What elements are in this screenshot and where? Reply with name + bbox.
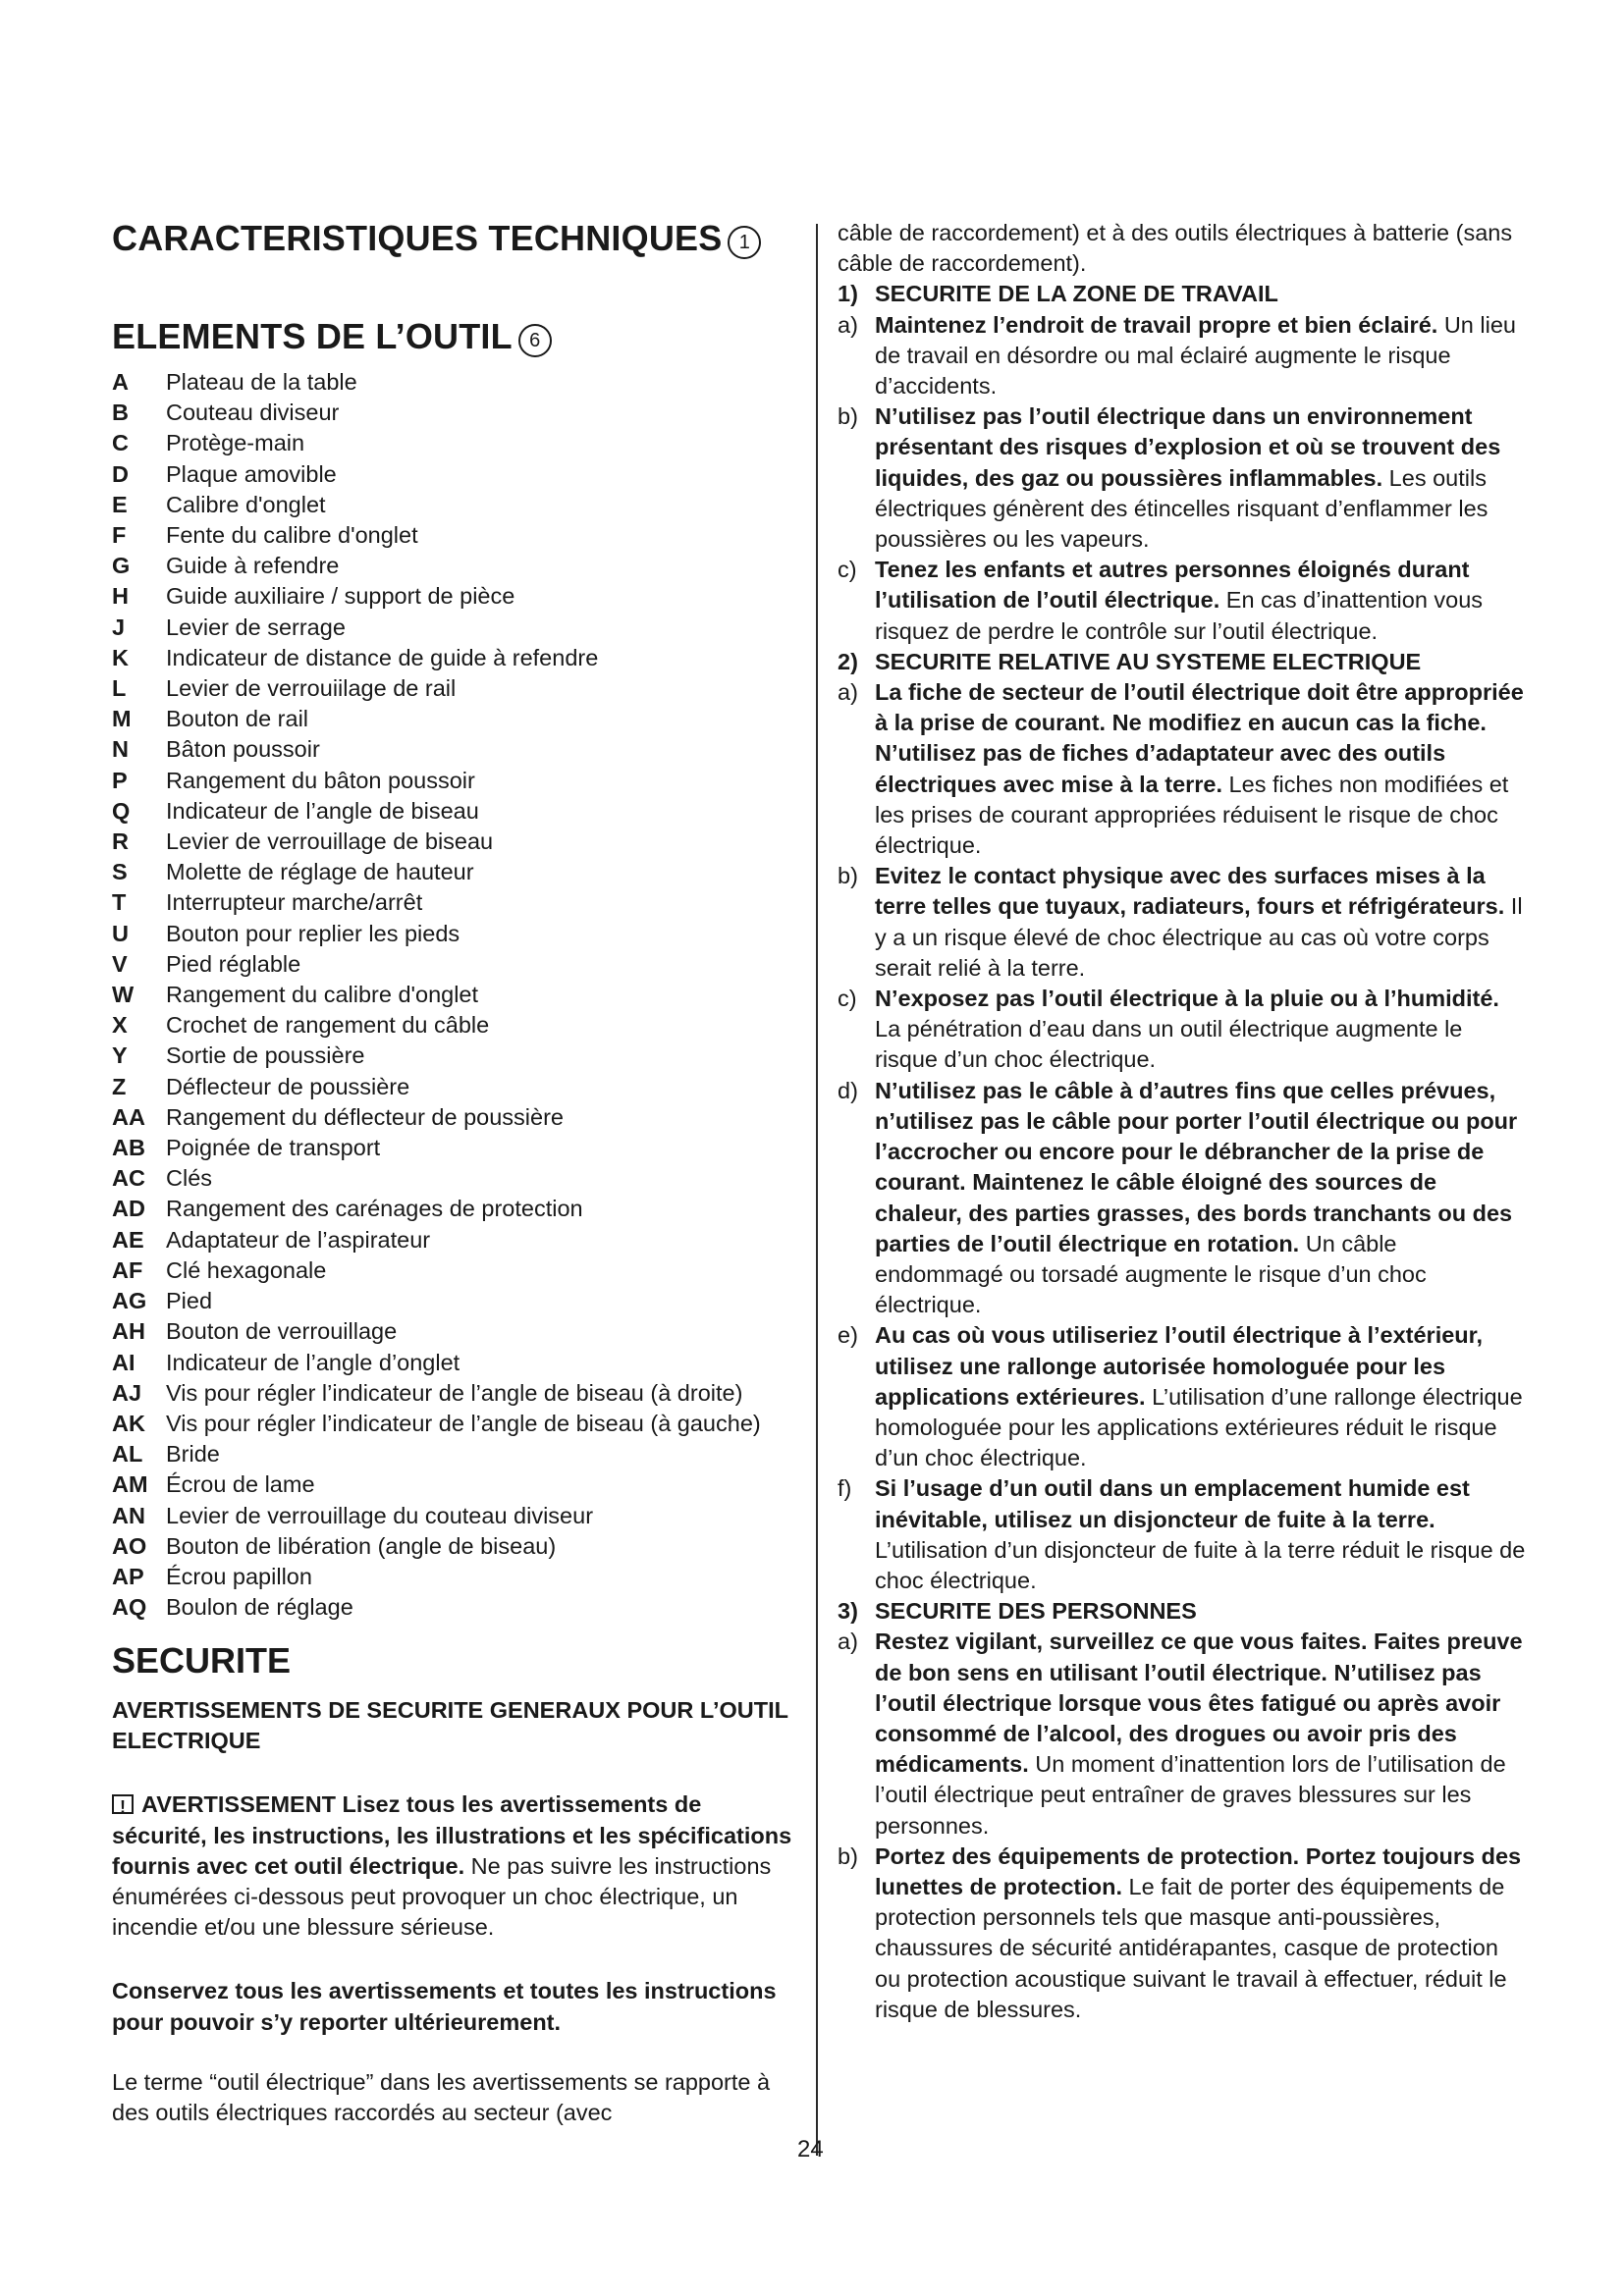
component-item (112, 857, 799, 887)
component-name: Vis pour régler l’indicateur de l’angle de biseau (à droite) (166, 1379, 743, 1406)
component-item (112, 520, 799, 551)
section-title: SECURITE DE LA ZONE DE TRAVAIL (875, 281, 1278, 307)
component-name: Calibre d'onglet (166, 491, 326, 517)
component-name: Protège-main (166, 430, 305, 456)
item-label: e) (838, 1322, 858, 1349)
component-name: Adaptateur de l’aspirateur (166, 1226, 431, 1253)
left-column (112, 218, 799, 2128)
component-letter: P (112, 767, 128, 793)
component-item (112, 734, 799, 765)
safety-item (838, 555, 1530, 647)
item-bold-text: Au cas où vous utiliseriez l’outil électrique à l’extérieur, utilisez une rallonge autorisée homologuée pour les applications extérieures. (875, 1322, 1484, 1410)
component-letter: L (112, 675, 127, 702)
component-letter: D (112, 460, 129, 487)
component-item (112, 1010, 799, 1041)
component-name: Guide à refendre (166, 553, 340, 579)
item-plain-text: Un moment d’inattention lors de l’utilisation de l’outil électrique peut entraîner de graves blessures sur les personnes. (875, 1751, 1506, 1839)
item-label: a) (838, 679, 858, 706)
tech-heading: CARACTERISTIQUES TECHNIQUES 1 (112, 218, 799, 259)
component-name: Sortie de poussière (166, 1042, 365, 1069)
component-letter: K (112, 644, 129, 670)
component-name: Levier de serrage (166, 614, 346, 640)
page-number: 24 (797, 2136, 824, 2163)
item-label: b) (838, 1842, 858, 1869)
component-letter: N (112, 736, 129, 763)
item-bold-text: Restez vigilant, surveillez ce que vous faites. Faites preuve de bon sens en utilisant l’outil électrique. N’utilisez pas l’outil électrique lorsque vous êtes fatigué ou après avoir consommé de l’alcool, des drogues ou avoir pris des médicaments. (875, 1629, 1523, 1778)
component-item (112, 796, 799, 827)
component-name: Écrou papillon (166, 1563, 312, 1589)
item-text (875, 1320, 1530, 1473)
component-name: Rangement du déflecteur de poussière (166, 1103, 564, 1130)
item-text (875, 310, 1530, 402)
component-name: Bâton poussoir (166, 736, 320, 763)
component-letter: X (112, 1012, 128, 1039)
component-item (112, 766, 799, 796)
component-item (112, 1439, 799, 1469)
section-heading (838, 279, 1530, 309)
item-bold-text: N’exposez pas l’outil électrique à la pluie ou à l’humidité. (875, 986, 1499, 1012)
component-name: Bouton de libération (angle de biseau) (166, 1532, 557, 1559)
component-letter: AA (112, 1103, 145, 1130)
component-name: Déflecteur de poussière (166, 1073, 410, 1099)
item-text (875, 1842, 1530, 2025)
component-name: Pied réglable (166, 950, 301, 977)
component-name: Plateau de la table (166, 369, 357, 395)
item-bold-text: Maintenez l’endroit de travail propre et bien éclairé. (875, 311, 1438, 338)
component-item (112, 980, 799, 1010)
item-text (875, 677, 1530, 861)
component-item (112, 551, 799, 581)
item-text (875, 401, 1530, 555)
item-bold-text: N’utilisez pas le câble à d’autres fins que celles prévues, n’utilisez pas le câble pour porter l’outil électrique ou pour l’accrocher ou encore pour le débrancher de la prise de courant. Maintenez le câble éloigné des sources de chaleur, des parties grasses, des bords tranchants ou des parties de l’outil électrique en rotation. (875, 1077, 1518, 1256)
safety-item (838, 1627, 1530, 1841)
component-name: Indicateur de l’angle de biseau (166, 797, 479, 824)
item-label: a) (838, 1629, 858, 1655)
component-name: Guide auxiliaire / support de pièce (166, 583, 515, 610)
component-item (112, 1531, 799, 1562)
component-letter: AH (112, 1318, 145, 1345)
components-list (112, 367, 799, 1623)
component-name: Boulon de réglage (166, 1594, 353, 1621)
component-letter: R (112, 828, 129, 855)
component-letter: AN (112, 1502, 145, 1528)
item-bold-text: Portez des équipements de protection. Portez toujours des lunettes de protection. (875, 1842, 1522, 1899)
component-letter: E (112, 491, 128, 517)
item-label: b) (838, 403, 858, 430)
elements-heading: ELEMENTS DE L’OUTIL 6 (112, 316, 799, 357)
component-name: Rangement des carénages de protection (166, 1196, 583, 1222)
component-item (112, 1562, 799, 1592)
component-letter: AG (112, 1288, 147, 1314)
component-name: Levier de verrouillage du couteau diviseur (166, 1502, 594, 1528)
security-heading: SECURITE (112, 1640, 292, 1682)
component-name: Plaque amovible (166, 460, 337, 487)
component-name: Fente du calibre d'onglet (166, 522, 418, 549)
section-title: SECURITE RELATIVE AU SYSTEME ELECTRIQUE (875, 648, 1422, 674)
component-name: Molette de réglage de hauteur (166, 859, 474, 885)
item-text (875, 555, 1530, 647)
item-plain-text: Les fiches non modifiées et les prises de courant appropriées réduisent le risque de choc électrique. (875, 771, 1509, 859)
item-plain-text: La pénétration d’eau dans un outil électrique augmente le risque d’un choc électrique. (875, 1016, 1463, 1073)
safety-item (838, 1473, 1530, 1596)
component-letter: J (112, 614, 126, 640)
component-item (112, 581, 799, 612)
component-letter: Y (112, 1042, 128, 1069)
item-label: d) (838, 1077, 858, 1103)
safety-item (838, 310, 1530, 402)
component-item (112, 949, 799, 980)
component-letter: AC (112, 1165, 145, 1192)
safety-item (838, 984, 1530, 1076)
safety-sections (838, 279, 1530, 2025)
component-letter: S (112, 859, 128, 885)
component-name: Bouton de rail (166, 706, 309, 732)
component-name: Rangement du calibre d'onglet (166, 982, 479, 1008)
component-letter: AJ (112, 1379, 142, 1406)
component-item (112, 1072, 799, 1102)
section-number: 3) (838, 1598, 858, 1625)
item-plain-text: Le fait de porter des équipements de protection personnels tels que masque anti-poussières, chaussures de sécurité antidérapantes, casque de protection ou protection acoustique suivant le travail à effectuer, réduit le risque de blessures. (875, 1873, 1507, 2022)
component-name: Clé hexagonale (166, 1256, 327, 1283)
component-item (112, 1255, 799, 1286)
component-item (112, 1501, 799, 1531)
component-item (112, 704, 799, 734)
component-letter: M (112, 706, 132, 732)
component-item (112, 1469, 799, 1500)
section-number: 1) (838, 281, 858, 307)
item-label: c) (838, 557, 857, 583)
component-letter: AF (112, 1256, 143, 1283)
section-title: SECURITE DES PERSONNES (875, 1598, 1197, 1625)
item-bold-text: N’utilisez pas l’outil électrique dans un environnement présentant des risques d’explosion et où se trouvent des liquides, des gaz ou poussières inflammables. (875, 403, 1501, 491)
component-letter: Q (112, 797, 131, 824)
item-plain-text: Les outils électriques génèrent des étincelles risquant d’enflammer les poussières ou les vapeurs. (875, 464, 1489, 553)
component-item (112, 398, 799, 428)
component-name: Rangement du bâton poussoir (166, 767, 475, 793)
item-bold-text: Tenez les enfants et autres personnes éloignés durant l’utilisation de l’outil électrique. (875, 557, 1470, 614)
component-name: Clés (166, 1165, 213, 1192)
component-letter: AQ (112, 1594, 147, 1621)
component-item (112, 673, 799, 704)
component-name: Levier de verrouiilage de rail (166, 675, 457, 702)
component-letter: C (112, 430, 129, 456)
component-name: Poignée de transport (166, 1135, 381, 1161)
item-bold-text: La fiche de secteur de l’outil électrique doit être appropriée à la prise de courant. Ne modifiez en aucun cas la fiche. N’utilisez pas de fiches d’adaptateur avec des outils électriques avec mise à la terre. (875, 679, 1524, 797)
component-item (112, 1409, 799, 1439)
item-label: a) (838, 311, 858, 338)
component-item (112, 428, 799, 458)
keep-instructions-paragraph: Conservez tous les avertissements et toutes les instructions pour pouvoir s’y reporter ultérieurement. (112, 1978, 777, 2035)
safety-item (838, 677, 1530, 861)
safety-item (838, 401, 1530, 555)
component-letter: B (112, 400, 129, 426)
item-plain-text: Il y a un risque élevé de choc électrique au cas où votre corps serait relié à la terre. (875, 893, 1523, 981)
component-item (112, 827, 799, 857)
component-item (112, 1163, 799, 1194)
component-name: Indicateur de distance de guide à refendre (166, 644, 599, 670)
component-letter: W (112, 982, 135, 1008)
component-letter: AD (112, 1196, 145, 1222)
component-name: Indicateur de l’angle d’onglet (166, 1349, 460, 1375)
continuation-text: câble de raccordement) et à des outils électriques à batterie (sans câble de raccordement). (838, 220, 1513, 277)
item-plain-text: L’utilisation d’une rallonge électrique homologuée pour les applications extérieures réduit le risque d’un choc électrique. (875, 1383, 1523, 1471)
component-name: Crochet de rangement du câble (166, 1012, 490, 1039)
component-item (112, 1592, 799, 1623)
component-letter: AL (112, 1441, 143, 1468)
warning-icon (112, 1794, 134, 1814)
security-subheading: AVERTISSEMENTS DE SECURITE GENERAUX POUR L’OUTIL ELECTRIQUE (112, 1697, 788, 1754)
component-item (112, 613, 799, 643)
warning-paragraph: !AVERTISSEMENT Lisez tous les avertissements de sécurité, les instructions, les illustrations et les spécifications fournis avec cet outil électrique. Ne pas suivre les instructions énumérées ci-dessous peut provoquer un choc électrique, un incendie et/ou une blessure sérieuse. (112, 1789, 799, 1943)
component-item (112, 919, 799, 949)
section-number: 2) (838, 648, 858, 674)
component-name: Vis pour régler l’indicateur de l’angle de biseau (à gauche) (166, 1410, 761, 1436)
component-name: Bride (166, 1441, 220, 1468)
component-letter: AE (112, 1226, 144, 1253)
component-item (112, 367, 799, 398)
component-letter: AK (112, 1410, 145, 1436)
component-letter: AO (112, 1532, 147, 1559)
component-letter: G (112, 553, 131, 579)
component-name: Levier de verrouillage de biseau (166, 828, 494, 855)
item-label: b) (838, 863, 858, 889)
component-item (112, 490, 799, 520)
component-letter: A (112, 369, 129, 395)
component-item (112, 1194, 799, 1224)
component-item (112, 1378, 799, 1409)
term-paragraph: Le terme “outil électrique” dans les avertissements se rapporte à des outils électriques raccordés au secteur (avec (112, 2068, 771, 2125)
item-text (875, 984, 1530, 1076)
section-heading (838, 1596, 1530, 1627)
safety-item (838, 1320, 1530, 1473)
component-letter: AM (112, 1471, 148, 1498)
column-divider (816, 224, 818, 2156)
item-bold-text: Si l’usage d’un outil dans un emplacement humide est inévitable, utilisez un disjoncteur de fuite à la terre. (875, 1475, 1470, 1532)
safety-item (838, 861, 1530, 984)
item-plain-text: En cas d’inattention vous risquez de perdre le contrôle sur l’outil électrique. (875, 587, 1484, 644)
right-column (838, 218, 1530, 2025)
component-letter: Z (112, 1073, 127, 1099)
component-item (112, 459, 799, 490)
component-letter: AB (112, 1135, 145, 1161)
component-name: Bouton pour replier les pieds (166, 920, 460, 946)
component-item (112, 1316, 799, 1347)
component-item (112, 1286, 799, 1316)
component-letter: AI (112, 1349, 135, 1375)
component-item (112, 1348, 799, 1378)
component-item (112, 1133, 799, 1163)
item-text (875, 1076, 1530, 1321)
component-name: Couteau diviseur (166, 400, 340, 426)
component-letter: V (112, 950, 128, 977)
item-bold-text: Evitez le contact physique avec des surfaces mises à la terre telles que tuyaux, radiateurs, fours et réfrigérateurs. (875, 863, 1505, 920)
component-name: Interrupteur marche/arrêt (166, 889, 423, 916)
item-plain-text: L’utilisation d’un disjoncteur de fuite à la terre réduit le risque de choc électrique. (875, 1536, 1526, 1593)
component-letter: U (112, 920, 129, 946)
component-item (112, 887, 799, 918)
component-item (112, 1041, 799, 1071)
component-item (112, 1225, 799, 1255)
safety-item (838, 1076, 1530, 1321)
component-item (112, 643, 799, 673)
item-text (875, 1627, 1530, 1841)
component-letter: F (112, 522, 127, 549)
item-label: f) (838, 1475, 852, 1502)
item-label: c) (838, 986, 857, 1012)
component-name: Écrou de lame (166, 1471, 315, 1498)
component-letter: T (112, 889, 127, 916)
component-letter: H (112, 583, 129, 610)
component-name: Pied (166, 1288, 213, 1314)
component-item (112, 1102, 799, 1133)
figure-ref-6-icon: 6 (518, 324, 552, 357)
item-text (875, 1473, 1530, 1596)
safety-item (838, 1842, 1530, 2025)
component-name: Bouton de verrouillage (166, 1318, 398, 1345)
item-plain-text: Un câble endommagé ou torsadé augmente le risque d’un choc électrique. (875, 1230, 1427, 1318)
figure-ref-1-icon: 1 (728, 226, 761, 259)
section-heading (838, 647, 1530, 677)
component-letter: AP (112, 1563, 144, 1589)
item-plain-text: Un lieu de travail en désordre ou mal éclairé augmente le risque d’accidents. (875, 311, 1516, 400)
item-text (875, 861, 1530, 984)
